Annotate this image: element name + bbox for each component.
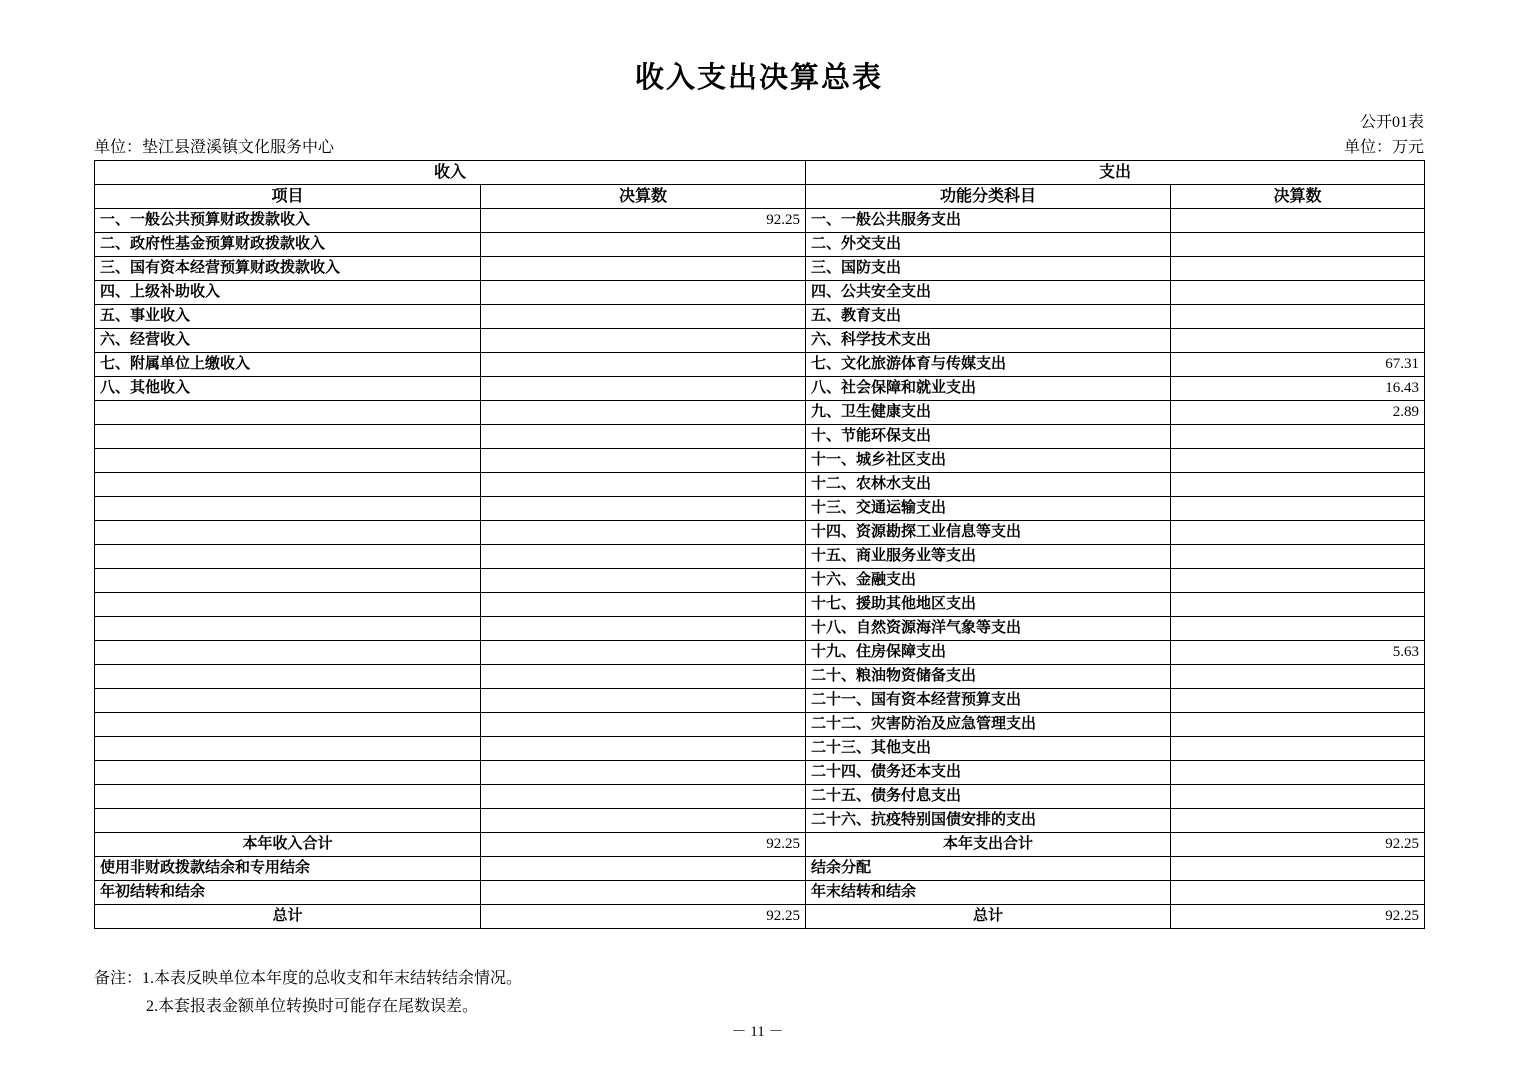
income-item-cell [95,809,481,833]
expense-item-header: 功能分类科目 [806,185,1171,209]
expense-section-header: 支出 [806,161,1425,185]
expense-item-cell: 总计 [806,905,1171,929]
column-header-row [95,185,1425,209]
income-amount-cell [481,593,806,617]
income-amount-cell [481,569,806,593]
income-amount-cell: 92.25 [481,209,806,233]
expense-item-cell: 结余分配 [806,857,1171,881]
expense-amount-header: 决算数 [1171,185,1425,209]
expense-item-cell: 十二、农林水支出 [806,473,1171,497]
income-item-cell: 总计 [95,905,481,929]
income-amount-cell [481,881,806,905]
page-number: － 11 － [731,1024,784,1040]
table-row [95,497,1425,521]
expense-amount-cell: 67.31 [1171,353,1425,377]
income-item-cell: 年初结转和结余 [95,881,481,905]
expense-amount-cell [1171,281,1425,305]
expense-item-cell: 十八、自然资源海洋气象等支出 [806,617,1171,641]
expense-amount-cell [1171,785,1425,809]
expense-amount-cell [1171,521,1425,545]
expense-item-cell: 二十、粮油物资储备支出 [806,665,1171,689]
table-code: 公开01表 [1359,114,1424,131]
income-amount-cell [481,713,806,737]
income-section-header: 收入 [95,161,806,185]
table-row [95,209,1425,233]
expense-item-cell: 二十二、灾害防治及应急管理支出 [806,713,1171,737]
income-amount-cell: 92.25 [481,833,806,857]
income-item-cell: 三、国有资本经营预算财政拨款收入 [95,257,481,281]
income-item-cell [95,641,481,665]
income-amount-cell [481,809,806,833]
expense-item-cell: 十一、城乡社区支出 [806,449,1171,473]
expense-amount-cell [1171,473,1425,497]
income-amount-cell [481,497,806,521]
currency-label: 单位：万元 [1343,139,1424,156]
income-item-cell [95,689,481,713]
expense-amount-cell [1171,593,1425,617]
expense-amount-cell [1171,857,1425,881]
income-item-cell: 本年收入合计 [95,833,481,857]
table-row [95,473,1425,497]
table-row [95,233,1425,257]
expense-amount-cell [1171,737,1425,761]
income-item-cell [95,665,481,689]
expense-item-cell: 二、外交支出 [806,233,1171,257]
table-row [95,401,1425,425]
table-row [95,353,1425,377]
income-amount-header: 决算数 [481,185,806,209]
page-title: 收入支出决算总表 [634,62,883,94]
income-item-cell [95,593,481,617]
expense-item-cell: 一、一般公共服务支出 [806,209,1171,233]
income-amount-cell [481,377,806,401]
table-row [95,593,1425,617]
expense-item-cell: 六、科学技术支出 [806,329,1171,353]
income-item-cell [95,497,481,521]
expense-item-cell: 年末结转和结余 [806,881,1171,905]
expense-amount-cell [1171,881,1425,905]
summary-row [95,857,1425,881]
income-item-cell [95,617,481,641]
table-row [95,449,1425,473]
summary-row [95,881,1425,905]
income-amount-cell [481,305,806,329]
meta-line [94,134,1424,157]
expense-item-cell: 五、教育支出 [806,305,1171,329]
expense-item-cell: 十五、商业服务业等支出 [806,545,1171,569]
summary-row [95,905,1425,929]
expense-item-cell: 九、卫生健康支出 [806,401,1171,425]
expense-amount-cell [1171,449,1425,473]
expense-amount-cell [1171,233,1425,257]
expense-item-cell: 十九、住房保障支出 [806,641,1171,665]
income-amount-cell [481,257,806,281]
expense-item-cell: 十、节能环保支出 [806,425,1171,449]
income-amount-cell [481,233,806,257]
income-amount-cell [481,473,806,497]
table-row [95,569,1425,593]
income-item-cell [95,521,481,545]
unit-label: 单位：垫江县澄溪镇文化服务中心 [94,139,335,156]
income-amount-cell [481,449,806,473]
income-item-cell [95,449,481,473]
expense-item-cell: 二十四、债务还本支出 [806,761,1171,785]
table-row [95,809,1425,833]
income-amount-cell [481,857,806,881]
income-item-cell: 六、经营收入 [95,329,481,353]
expense-item-cell: 二十六、抗疫特别国债安排的支出 [806,809,1171,833]
income-amount-cell [481,545,806,569]
income-amount-cell [481,353,806,377]
income-amount-cell [481,785,806,809]
expense-amount-cell: 2.89 [1171,401,1425,425]
income-amount-cell [481,689,806,713]
income-item-cell: 一、一般公共预算财政拨款收入 [95,209,481,233]
income-item-cell [95,713,481,737]
income-item-cell: 五、事业收入 [95,305,481,329]
expense-item-cell: 十六、金融支出 [806,569,1171,593]
expense-amount-cell [1171,761,1425,785]
expense-amount-cell [1171,617,1425,641]
income-item-cell [95,425,481,449]
table-row [95,761,1425,785]
expense-item-cell: 二十五、债务付息支出 [806,785,1171,809]
table-row [95,305,1425,329]
income-amount-cell [481,281,806,305]
income-item-cell [95,737,481,761]
expense-amount-cell: 92.25 [1171,833,1425,857]
expense-amount-cell [1171,305,1425,329]
notes [94,965,1424,1016]
expense-amount-cell: 5.63 [1171,641,1425,665]
expense-item-cell: 二十一、国有资本经营预算支出 [806,689,1171,713]
expense-amount-cell [1171,569,1425,593]
note-line-1: 备注：1.本表反映单位本年度的总收支和年末结转结余情况。 [94,970,523,987]
expense-amount-cell [1171,425,1425,449]
income-amount-cell [481,329,806,353]
income-amount-cell [481,641,806,665]
table-row [95,257,1425,281]
income-amount-cell [481,401,806,425]
expense-item-cell: 四、公共安全支出 [806,281,1171,305]
expense-item-cell: 三、国防支出 [806,257,1171,281]
income-item-cell [95,401,481,425]
table-row [95,641,1425,665]
table-row [95,737,1425,761]
income-item-cell [95,785,481,809]
summary-row [95,833,1425,857]
income-amount-cell [481,761,806,785]
section-header-row [95,161,1425,185]
table-row [95,521,1425,545]
expense-item-cell: 十七、援助其他地区支出 [806,593,1171,617]
income-amount-cell [481,521,806,545]
income-amount-cell [481,617,806,641]
income-amount-cell: 92.25 [481,905,806,929]
expense-amount-cell [1171,545,1425,569]
income-amount-cell [481,665,806,689]
table-row [95,665,1425,689]
income-item-cell: 二、政府性基金预算财政拨款收入 [95,233,481,257]
expense-amount-cell [1171,209,1425,233]
document-page [94,0,1424,1016]
table-row [95,545,1425,569]
table-body [95,209,1425,929]
income-item-cell: 使用非财政拨款结余和专用结余 [95,857,481,881]
expense-item-cell: 本年支出合计 [806,833,1171,857]
income-amount-cell [481,425,806,449]
income-amount-cell [481,737,806,761]
table-row [95,617,1425,641]
income-item-cell [95,569,481,593]
note-line-2: 2.本套报表金额单位转换时可能存在尾数误差。 [146,998,479,1015]
expense-amount-cell [1171,329,1425,353]
table-row [95,785,1425,809]
expense-amount-cell: 16.43 [1171,377,1425,401]
table-row [95,281,1425,305]
expense-amount-cell [1171,713,1425,737]
income-item-cell: 七、附属单位上缴收入 [95,353,481,377]
table-row [95,713,1425,737]
final-accounts-table [94,160,1425,929]
expense-amount-cell [1171,257,1425,281]
income-item-cell: 四、上级补助收入 [95,281,481,305]
expense-item-cell: 八、社会保障和就业支出 [806,377,1171,401]
income-item-cell [95,545,481,569]
income-item-cell [95,473,481,497]
expense-amount-cell [1171,497,1425,521]
table-row [95,377,1425,401]
income-item-header: 项目 [95,185,481,209]
expense-item-cell: 二十三、其他支出 [806,737,1171,761]
expense-amount-cell [1171,689,1425,713]
expense-item-cell: 十三、交通运输支出 [806,497,1171,521]
expense-amount-cell: 92.25 [1171,905,1425,929]
table-row [95,425,1425,449]
expense-item-cell: 七、文化旅游体育与传媒支出 [806,353,1171,377]
expense-amount-cell [1171,665,1425,689]
income-item-cell: 八、其他收入 [95,377,481,401]
expense-item-cell: 十四、资源勘探工业信息等支出 [806,521,1171,545]
table-row [95,329,1425,353]
income-item-cell [95,761,481,785]
table-row [95,689,1425,713]
expense-amount-cell [1171,809,1425,833]
